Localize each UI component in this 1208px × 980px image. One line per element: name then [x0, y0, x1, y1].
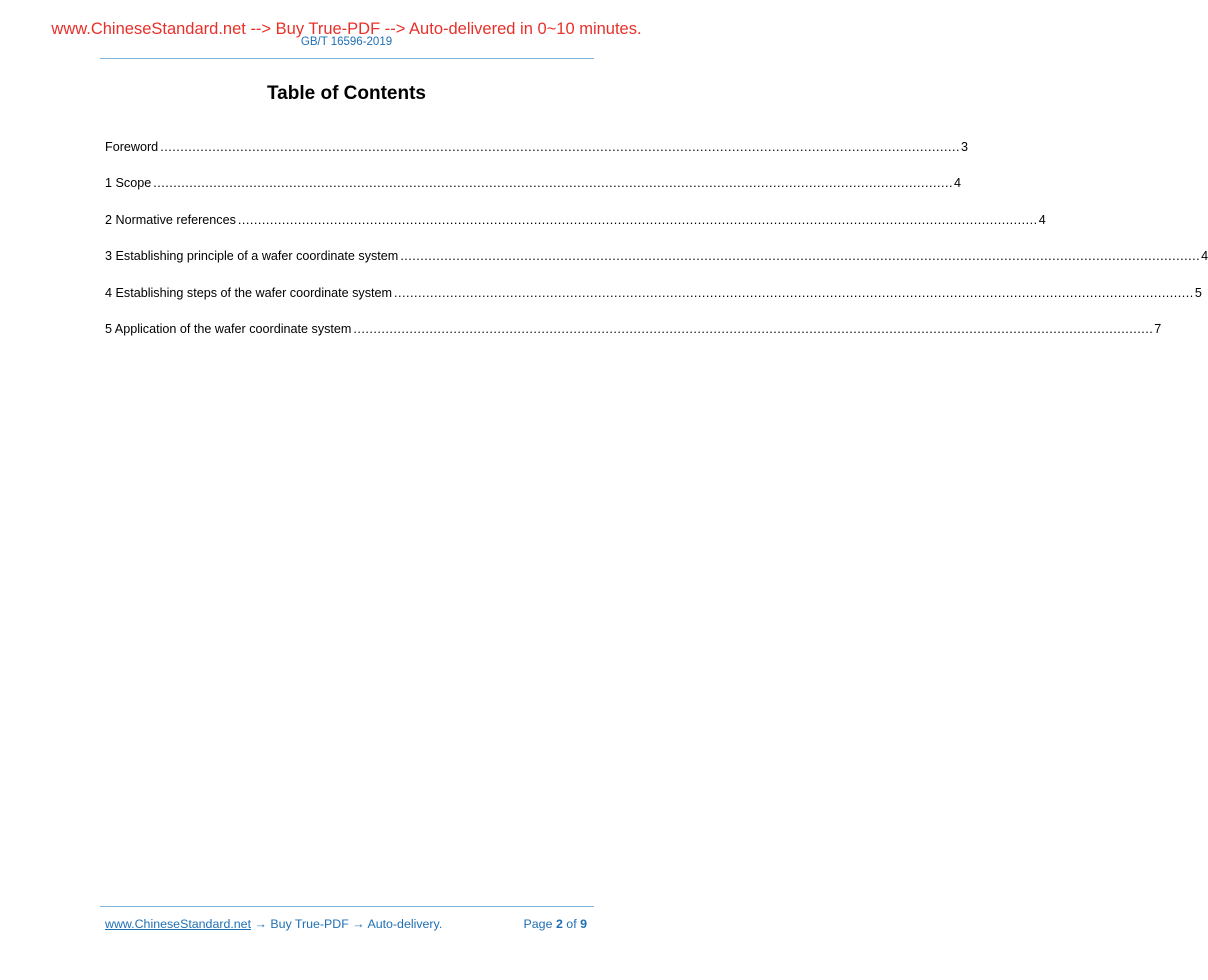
footer-delivery-text: Auto-delivery. [367, 917, 443, 931]
toc-list [105, 139, 1208, 357]
toc-entry-foreword[interactable] [105, 139, 969, 175]
total-page-number: 9 [580, 917, 587, 931]
header-divider [100, 58, 594, 59]
toc-leader-dots: ........................................................................................................................................................................................................ [153, 176, 954, 191]
promo-banner[interactable]: www.ChineseStandard.net --> Buy True-PDF --> Auto-delivered in 0~10 minutes. [51, 20, 642, 38]
footer-promo [105, 916, 442, 932]
arrow-right-icon: → [254, 917, 267, 931]
footer-divider [100, 906, 594, 907]
toc-leader-dots: ........................................................................................................................................................................................................ [237, 212, 1038, 227]
toc-entry-label: 1 Scope [105, 176, 152, 191]
toc-entry-establishing-steps[interactable] [105, 285, 1202, 321]
arrow-right-icon: → [352, 917, 365, 931]
toc-entry-label: Foreword [105, 140, 159, 154]
footer-site-link[interactable]: www.ChineseStandard.net [105, 917, 252, 931]
toc-entry-page: 3 [961, 140, 969, 154]
toc-entry-label: 3 Establishing principle of a wafer coordinate system [105, 249, 399, 264]
of-word: of [566, 917, 577, 931]
toc-leader-dots: ........................................................................................................................................................................................................ [353, 321, 1154, 336]
toc-leader-dots: ........................................................................................................................................................................................................ [400, 249, 1201, 264]
toc-entry-application[interactable] [105, 321, 1162, 357]
toc-entry-page: 4 [1201, 249, 1208, 264]
toc-leader-dots: ........................................................................................................................................................................................................ [394, 285, 1194, 300]
page-word: Page [523, 917, 553, 931]
current-page-number: 2 [555, 917, 563, 931]
toc-title: Table of Contents [266, 83, 427, 104]
toc-entry-label: 5 Application of the wafer coordinate system [105, 321, 352, 336]
toc-entry-page: 4 [954, 176, 962, 191]
toc-entry-page: 7 [1154, 321, 1162, 336]
standard-code: GB/T 16596-2019 [300, 36, 393, 48]
toc-entry-establishing-principle[interactable] [105, 248, 1208, 284]
toc-entry-normative-references[interactable] [105, 212, 1046, 248]
toc-entry-page: 5 [1194, 285, 1202, 300]
toc-entry-page: 4 [1038, 212, 1046, 227]
toc-leader-dots: ........................................................................................................................................................................................................ [160, 140, 960, 154]
footer-buy-text: Buy True-PDF [270, 917, 349, 931]
toc-entry-label: 2 Normative references [105, 212, 236, 227]
toc-entry-scope[interactable] [105, 175, 962, 211]
page-footer [105, 916, 587, 932]
page-indicator [524, 916, 587, 932]
toc-entry-label: 4 Establishing steps of the wafer coordinate system [105, 285, 393, 300]
